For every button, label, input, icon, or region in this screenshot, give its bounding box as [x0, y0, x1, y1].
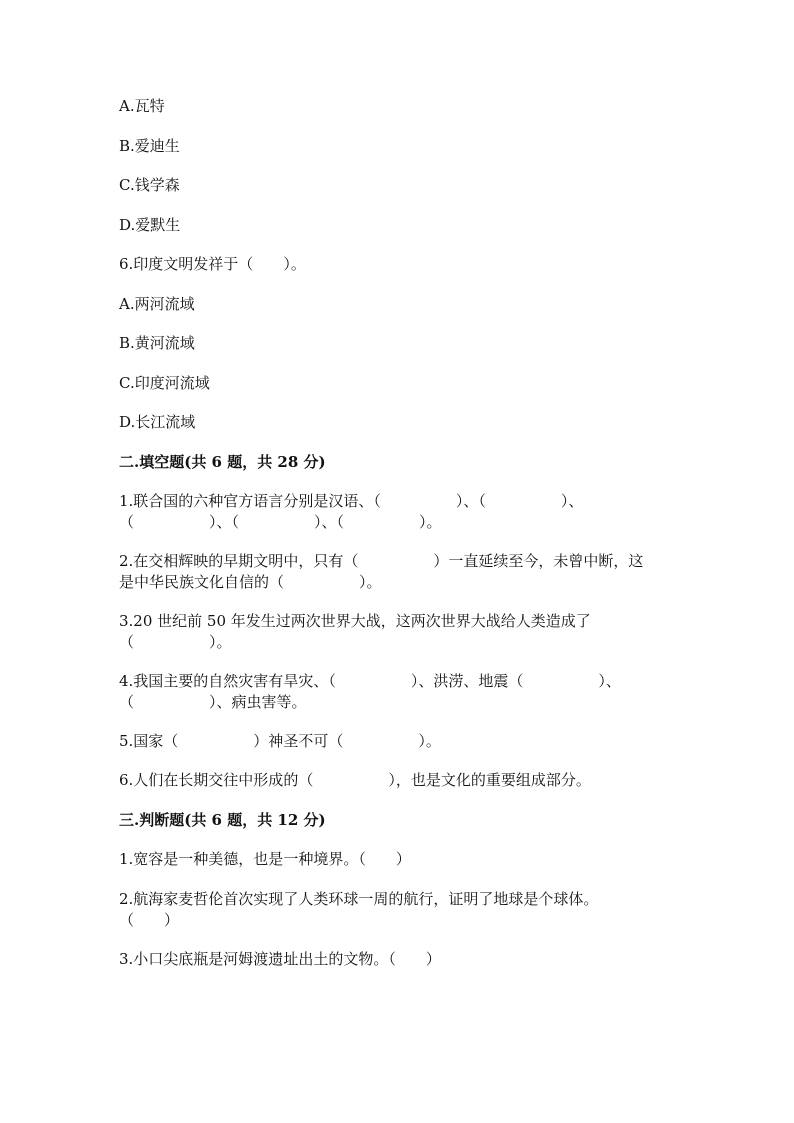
fill-question-2-line-1: 2.在交相辉映的早期文明中，只有（ ）一直延续至今，未曾中断，这 [119, 552, 644, 570]
fill-question-6: 6.人们在长期交往中形成的（ ），也是文化的重要组成部分。 [119, 771, 591, 789]
option-d-emerson: D.爱默生 [119, 216, 181, 234]
judge-question-3: 3.小口尖底瓶是河姆渡遗址出土的文物。（ ） [119, 950, 441, 968]
section-heading-true-false: 三.判断题(共 6 题，共 12 分) [119, 811, 326, 829]
question-6-stem: 6.印度文明发祥于（ ）。 [119, 255, 306, 273]
option-a-watt: A.瓦特 [119, 97, 165, 115]
fill-question-1-line-1: 1.联合国的六种官方语言分别是汉语、（ ）、（ ）、 [119, 492, 584, 510]
fill-question-1-line-2: （ ）、（ ）、（ ）。 [119, 513, 442, 531]
fill-question-4-line-2: （ ）、病虫害等。 [119, 693, 307, 711]
fill-question-5: 5.国家（ ）神圣不可（ ）。 [119, 732, 441, 750]
judge-question-2-line-2: （ ） [119, 911, 180, 929]
fill-question-4-line-1: 4.我国主要的自然灾害有旱灾、（ ）、洪涝、地震（ ）、 [119, 672, 621, 690]
option-c-qian-xuesen: C.钱学森 [119, 176, 180, 194]
question-6-option-a: A.两河流域 [119, 295, 195, 313]
question-6-option-b: B.黄河流域 [119, 334, 195, 352]
judge-question-2-line-1: 2.航海家麦哲伦首次实现了人类环球一周的航行，证明了地球是个球体。 [119, 890, 599, 908]
fill-question-3-line-1: 3.20 世纪前 50 年发生过两次世界大战，这两次世界大战给人类造成了 [119, 612, 591, 630]
fill-question-3-line-2: （ ）。 [119, 633, 232, 651]
section-heading-fill-in: 二.填空题(共 6 题，共 28 分) [119, 453, 326, 471]
judge-question-1: 1.宽容是一种美德，也是一种境界。（ ） [119, 850, 411, 868]
question-6-option-c: C.印度河流域 [119, 374, 210, 392]
option-b-edison: B.爱迪生 [119, 137, 180, 155]
question-6-option-d: D.长江流域 [119, 413, 196, 431]
fill-question-2-line-2: 是中华民族文化自信的（ ）。 [119, 573, 382, 591]
